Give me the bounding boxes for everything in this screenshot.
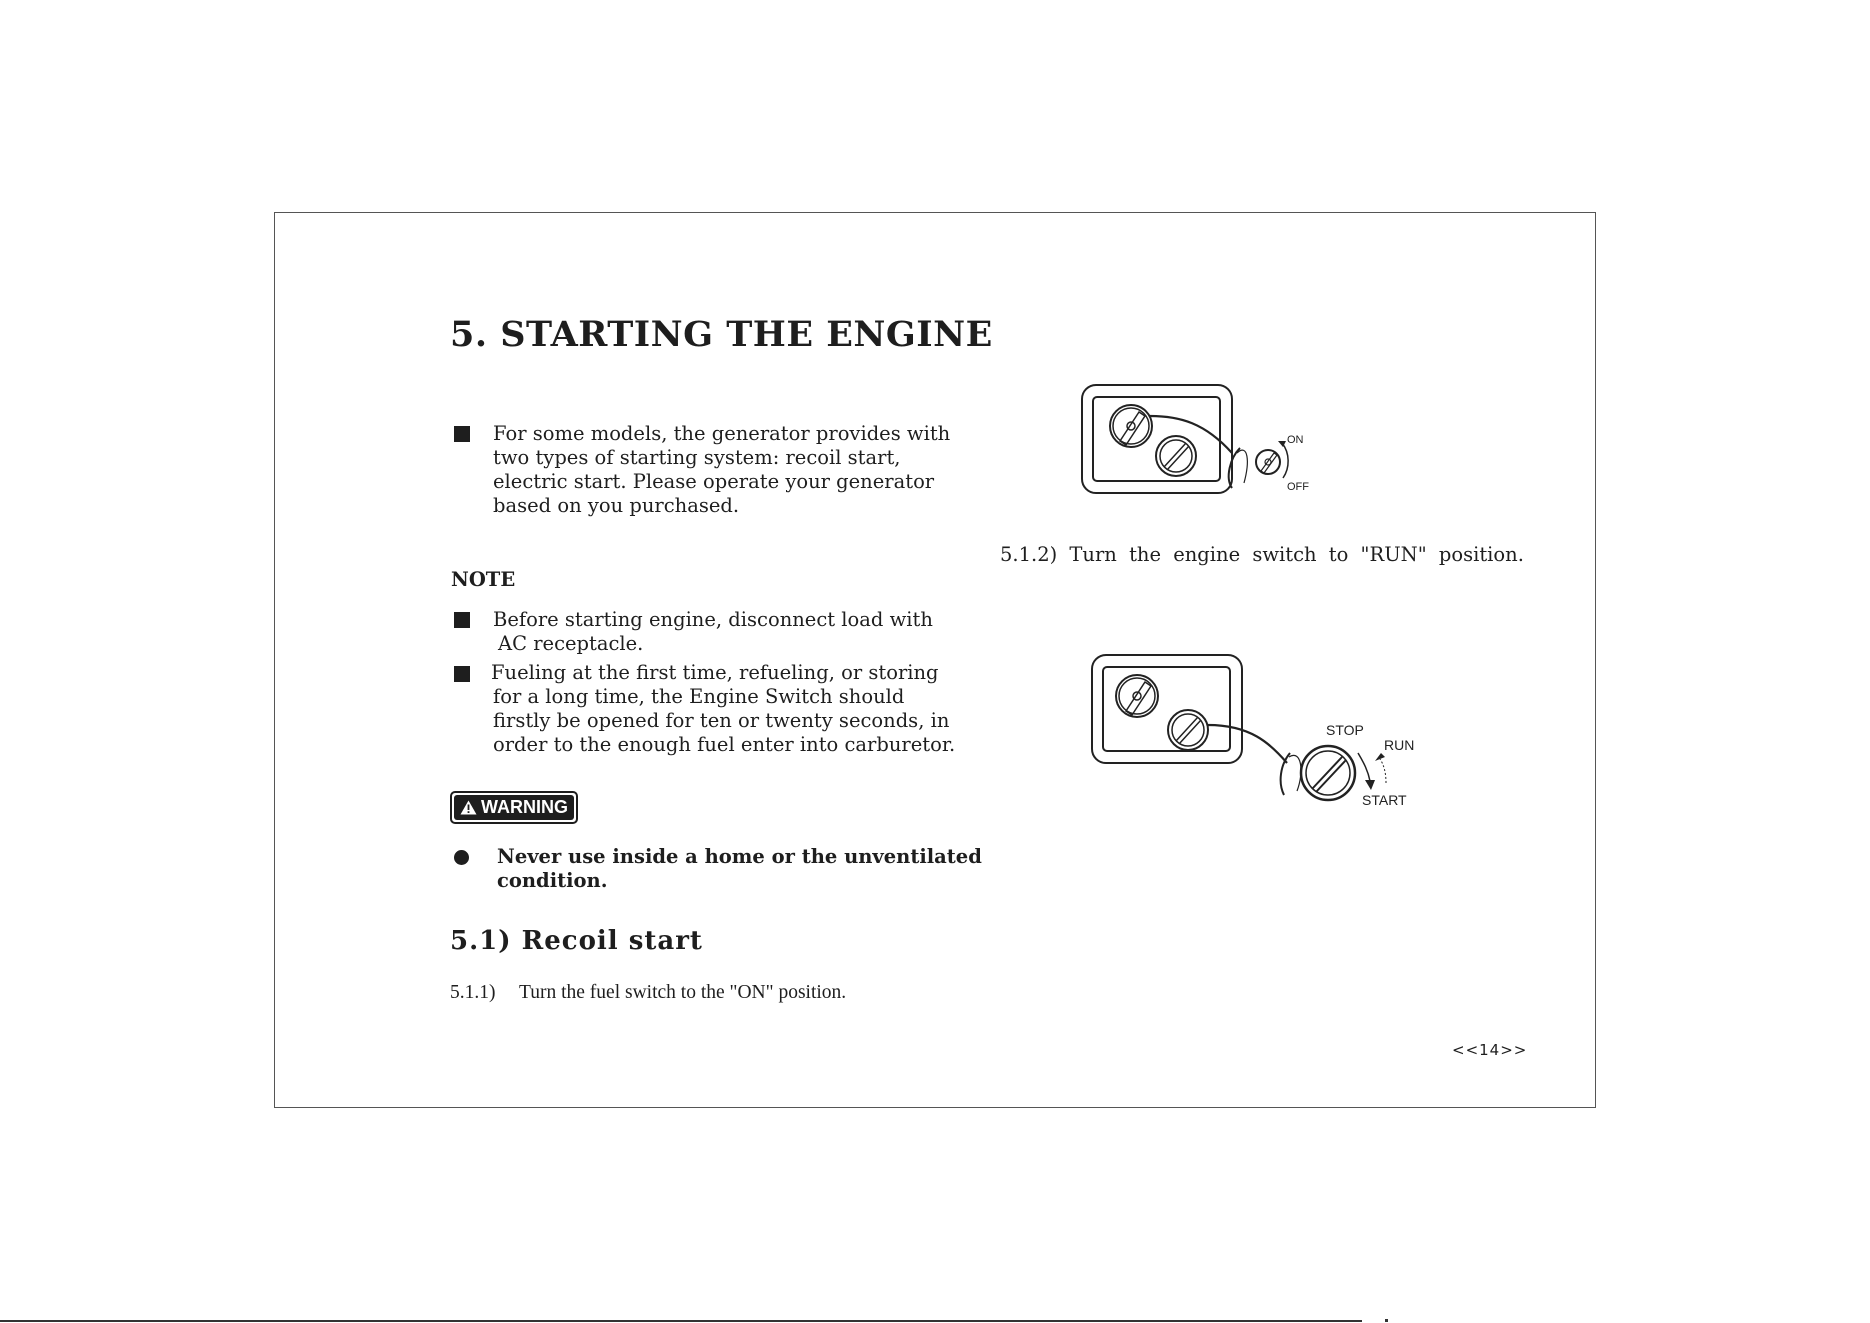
- warning-line: Never use inside a home or the unventilated: [497, 845, 982, 868]
- engine-switch-figure: [1090, 653, 1430, 813]
- fuel-knob-icon: [1116, 675, 1158, 717]
- run-label: RUN: [1384, 737, 1415, 753]
- note-line: AC receptacle.: [498, 632, 644, 655]
- stop-label: STOP: [1326, 722, 1364, 738]
- intro-line: For some models, the generator provides with: [493, 422, 951, 445]
- off-label: OFF: [1287, 481, 1309, 493]
- fuel-switch-figure: [1080, 383, 1320, 503]
- engine-knob-icon: [1156, 436, 1196, 476]
- intro-paragraph: [493, 422, 950, 518]
- recoil-heading: 5.1) Recoil start: [450, 926, 703, 956]
- warning-line: condition.: [497, 869, 608, 892]
- start-label: START: [1362, 792, 1407, 808]
- warning-text: [497, 845, 982, 893]
- square-bullet-icon: [454, 612, 470, 628]
- warning-triangle-icon: [460, 800, 477, 815]
- engine-switch-closeup-icon: [1301, 746, 1355, 800]
- figure2-caption: 5.1.2) Turn the engine switch to "RUN" position.: [1000, 543, 1524, 566]
- note-line: Before starting engine, disconnect load with: [493, 608, 933, 631]
- intro-line: two types of starting system: recoil start,: [493, 446, 901, 469]
- warning-badge-label: WARNING: [481, 797, 568, 817]
- on-label: ON: [1287, 434, 1304, 446]
- note-line: order to the enough fuel enter into carburetor.: [493, 733, 956, 756]
- page-number: <<14>>: [1452, 1041, 1528, 1059]
- note-line: for a long time, the Engine Switch should: [493, 685, 905, 708]
- bottom-rule: [0, 1320, 1362, 1322]
- note-item-1: [493, 608, 933, 656]
- bottom-rule-tick: [1385, 1319, 1388, 1322]
- note-item-2: [491, 661, 955, 757]
- section-title: 5. STARTING THE ENGINE: [450, 314, 993, 355]
- intro-line: electric start. Please operate your generator: [493, 470, 935, 493]
- note-line: Fueling at the first time, refueling, or storing: [491, 661, 939, 684]
- warning-badge: [450, 791, 578, 824]
- engine-knob-icon: [1168, 710, 1208, 750]
- note-line: firstly be opened for ten or twenty seconds, in: [493, 709, 950, 732]
- note-heading: NOTE: [451, 568, 516, 591]
- intro-line: based on you purchased.: [493, 494, 740, 517]
- arrow-down-icon: [1365, 780, 1375, 790]
- step-number: 5.1.1): [450, 982, 496, 1003]
- square-bullet-icon: [454, 666, 470, 682]
- fuel-knob-icon: [1110, 405, 1152, 447]
- round-bullet-icon: [454, 850, 469, 865]
- step-text: Turn the fuel switch to the "ON" position.: [519, 982, 847, 1003]
- square-bullet-icon: [454, 426, 470, 442]
- fuel-switch-closeup-icon: [1256, 450, 1280, 474]
